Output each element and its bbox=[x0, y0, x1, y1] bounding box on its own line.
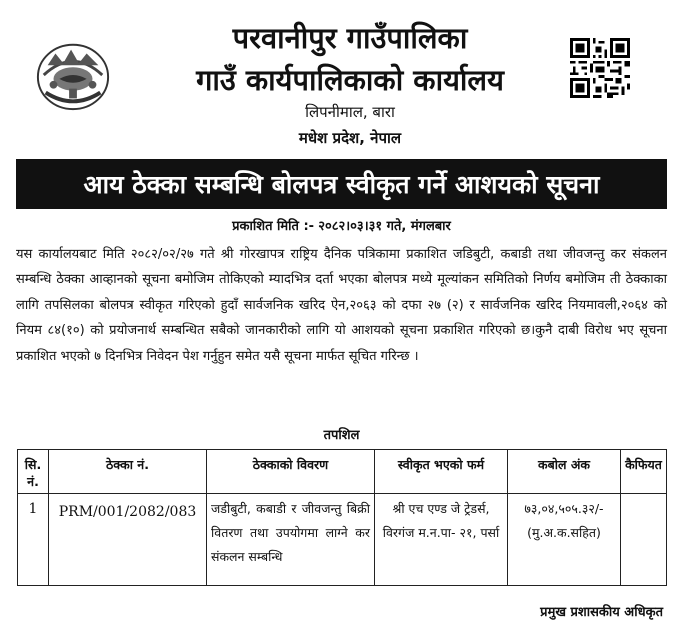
col-header-description: ठेक्काको विवरण bbox=[207, 450, 375, 494]
qr-code-icon bbox=[570, 38, 630, 98]
published-label: प्रकाशित मिति :- bbox=[232, 219, 315, 234]
cell-sn: 1 bbox=[18, 494, 49, 586]
cell-contract-no: PRM/001/2082/083 bbox=[49, 494, 207, 586]
notice-body: यस कार्यालयबाट मिति २०८२/०२/२७ गते श्री गोरखापत्र राष्ट्रिय दैनिक पत्रिकामा प्रकाशित जडिबुटी, कबाडी तथा जीवजन्तु कर संकलन सम्बन्धि ठेक्का आव्हानको सूचना बमोजिम तोकिएको म्यादभित्र दर्ता भएका बोलपत्र मध्ये मूल्यांकन समितिको निर्णय बमोजिम ती ठेक्काका लागि तपसिलका बोलपत्र स्वीकृत गरिएको हुदाँ सार्वजनिक खरिद ऐन,२०६३ को दफा २७ (२) र सार्वजनिक खरिद नियमावली,२०६४ को नियम ८४(१०) को प्रयोजनार्थ सम्बन्धित सबैको जानकारीको लागि यो आशयको सूचना प्रकाशित गरिएको छ।कुनै दाबी विरोध भए सूचना प्रकाशित भएको ७ दिनभित्र निवेदन पेश गर्नुहुन समेत यसै सूचना मार्फत सूचित गरिन्छ । bbox=[16, 247, 667, 364]
col-header-sn: सि. नं. bbox=[18, 450, 49, 494]
schedule-table bbox=[17, 449, 667, 586]
cell-description: जडीबुटी, कबाडी र जीवजन्तु बिक्री वितरण तथा उपयोगमा लाग्ने कर संकलन सम्बन्धि bbox=[207, 494, 375, 586]
col-header-contract-no: ठेक्का नं. bbox=[49, 450, 207, 494]
signatory: प्रमुख प्रशासकीय अधिकृत bbox=[540, 605, 663, 620]
cell-amount: ७३,०४,५०५.३२/- (मु.अ.क.सहित) bbox=[508, 494, 621, 586]
col-header-firm: स्वीकृत भएको फर्म bbox=[375, 450, 508, 494]
notice-title: आय ठेक्का सम्बन्धि बोलपत्र स्वीकृत गर्ने आशयको सूचना bbox=[16, 159, 667, 209]
col-header-amount: कबोल अंक bbox=[508, 450, 621, 494]
office-type: गाउँ कार्यपालिकाको कार्यालय bbox=[196, 63, 504, 97]
published-date: २०८२।०३।३१ गते, मंगलबार bbox=[318, 219, 451, 234]
cell-remarks bbox=[621, 494, 667, 586]
cell-firm: श्री एच एण्ड जे ट्रेडर्स, विरगंज म.न.पा- २१, पर्सा bbox=[375, 494, 508, 586]
table-row bbox=[18, 494, 667, 586]
published-date-line bbox=[0, 216, 683, 234]
col-header-remarks: कैफियत bbox=[621, 450, 667, 494]
office-name: परवानीपुर गाउँपालिका bbox=[232, 21, 468, 55]
office-province: मधेश प्रदेश, नेपाल bbox=[298, 129, 402, 147]
schedule-heading: तपशिल bbox=[323, 428, 360, 443]
nepal-emblem-icon bbox=[34, 36, 112, 114]
office-address: लिपनीमाल, बारा bbox=[305, 103, 395, 121]
table-header-row bbox=[18, 450, 667, 494]
